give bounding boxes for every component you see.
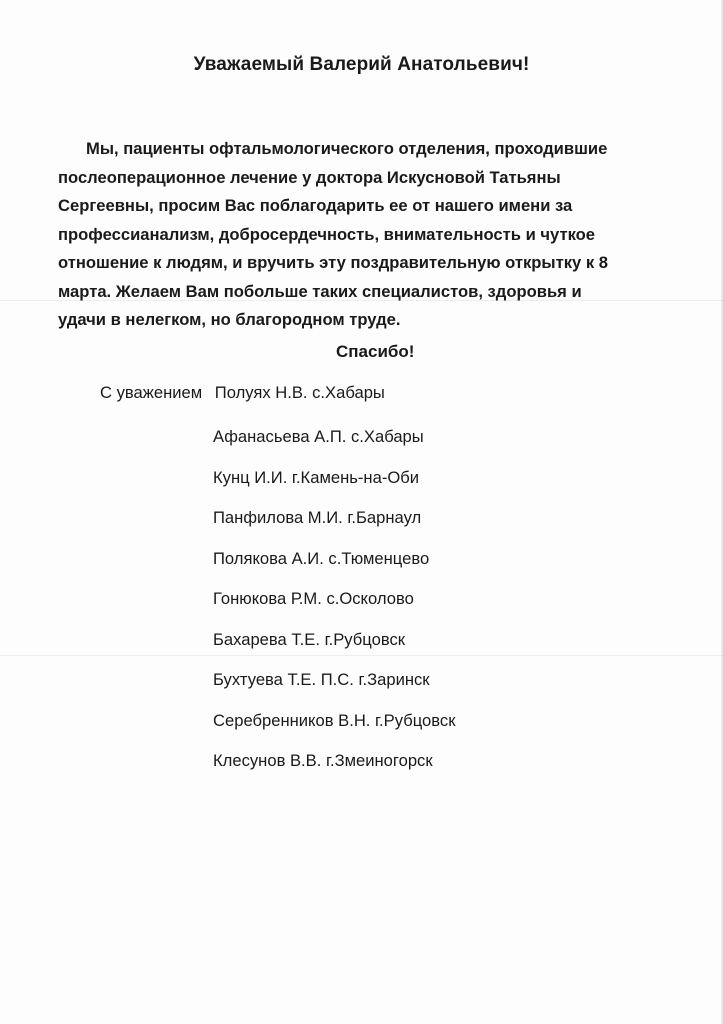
signer-item: Кунц И.И. г.Камень-на-Оби (213, 467, 420, 487)
body-line: удачи в нелегком, но благородном труде. (58, 310, 401, 329)
body-line: профессианализм, добросердечность, внимательность и чуткое (58, 224, 596, 244)
signer-item: Гонюкова Р.М. с.Осколово (213, 589, 414, 608)
signer-item: Серебренников В.Н. г.Рубцовск (213, 710, 456, 730)
body-line: отношение к людям, и вручить эту поздравительную открытку к 8 (58, 253, 608, 272)
signer-item: Панфилова М.И. г.Барнаул (213, 508, 422, 527)
signer-list (213, 425, 455, 790)
first-signer: Полуях Н.В. с.Хабары (214, 383, 385, 402)
letter-signoff (100, 383, 385, 403)
signer-item: Афанасьева А.П. с.Хабары (213, 427, 424, 446)
letter-body (58, 135, 653, 335)
body-line: марта. Желаем Вам побольше таких специалистов, здоровья и (58, 281, 582, 301)
signer-item: Бахарева Т.Е. г.Рубцовск (213, 629, 406, 649)
signer-item: Полякова А.И. с.Тюменцево (213, 548, 430, 568)
letter-thanks: Спасибо! (336, 342, 415, 361)
body-line: послеоперационное лечение у доктора Искусновой Татьяны (58, 167, 561, 187)
signoff-label: С уважением (100, 383, 203, 402)
signer-item: Клесунов В.В. г.Змеиногорск (213, 751, 433, 770)
body-line: Мы, пациенты офтальмологического отделения, проходившие (86, 139, 608, 158)
letter-salutation: Уважаемый Валерий Анатольевич! (193, 54, 530, 75)
signer-item: Бухтуева Т.Е. П.С. г.Заринск (213, 670, 430, 689)
body-line: Сергеевны, просим Вас поблагодарить ее от нашего имени за (58, 196, 573, 215)
